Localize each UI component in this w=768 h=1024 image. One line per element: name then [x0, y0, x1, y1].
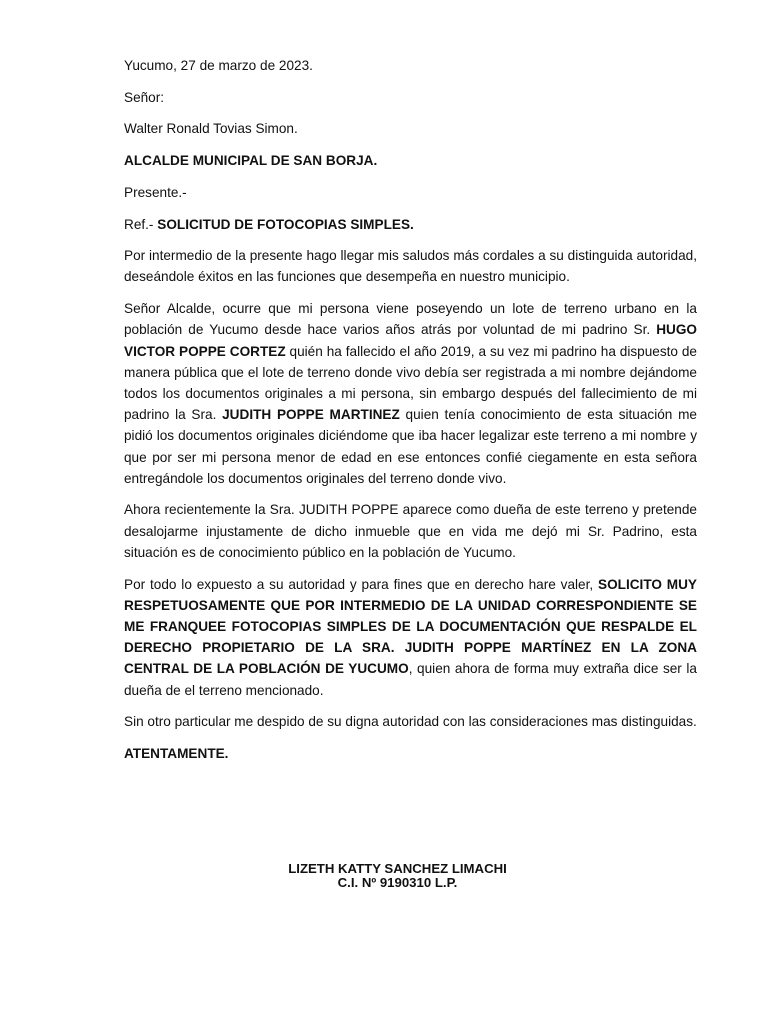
reference-subject: SOLICITUD DE FOTOCOPIAS SIMPLES. — [157, 216, 414, 232]
paragraph-request-text-2: , quien ahora de forma muy extraña dice ser la dueña de el terreno mencionado. — [124, 661, 697, 698]
signature-block — [124, 862, 697, 890]
signer-id: C.I. Nº 9190310 L.P. — [337, 875, 458, 890]
paragraph-situation: Ahora recientemente la Sra. JUDITH POPPE aparece como dueña de este terreno y pretende desalojarme injustamente de dicho inmueble que en vida me dejó mi Sr. Padrino, esta situación es de conocimiento público en la población de Yucumo. — [124, 502, 697, 560]
recipient-title: ALCALDE MUNICIPAL DE SAN BORJA. — [124, 153, 378, 169]
signer-name: LIZETH KATTY SANCHEZ LIMACHI — [288, 861, 507, 876]
godfather-name: HUGO VICTOR POPPE CORTEZ — [124, 322, 697, 359]
reference-label: Ref.- — [124, 216, 154, 232]
reference-line — [124, 214, 697, 235]
paragraph-background-text-2: quién ha fallecido el año 2019, a su vez mi padrino ha dispuesto de manera pública que el lote de terreno donde vivo debía ser registrada a mi nombre dejándome todos los documentos originales a mi persona, sin embargo después del fallecimiento de mi padrino la Sra. — [124, 343, 697, 423]
salutation: Señor: — [124, 89, 165, 105]
paragraph-greeting: Por intermedio de la presente hago llegar mis saludos más cordales a su distinguida autoridad, deseándole éxitos en las funciones que desempeña en nuestro municipio. — [124, 248, 697, 285]
paragraph-farewell: Sin otro particular me despido de su digna autoridad con las consideraciones mas distinguidas. — [124, 714, 697, 730]
letter-body — [124, 55, 697, 775]
recipient-name: Walter Ronald Tovias Simon. — [124, 121, 298, 137]
presente-line: Presente.- — [124, 184, 187, 200]
closing: ATENTAMENTE. — [124, 745, 229, 761]
paragraph-background-text-3: quien tenía conocimiento de esta situación me pidió los documentos originales diciéndome que iba hacer legalizar este terreno a mi nombre y que por ser mi persona menor de edad en ese entonces confié ciegamente en esta señora entregándole los documentos originales del terreno donde vivo. — [124, 407, 697, 486]
judith-name: JUDITH POPPE MARTINEZ — [222, 407, 400, 423]
paragraph-background-text-1: Señor Alcalde, ocurre que mi persona viene poseyendo un lote de terreno urbano en la población de Yucumo desde hace varios años atrás por voluntad de mi padrino Sr. — [124, 301, 697, 338]
paragraph-request — [124, 574, 697, 701]
request-statement: SOLICITO MUY RESPETUOSAMENTE QUE POR INTERMEDIO DE LA UNIDAD CORRESPONDIENTE SE ME FRANQUEE FOTOCOPIAS SIMPLES DE LA DOCUMENTACIÓN QUE RESPALDE EL DERECHO PROPIETARIO DE LA SRA. JUDITH POPPE MARTÍNEZ EN LA ZONA CENTRAL DE LA POBLACIÓN DE YUCUMO — [124, 576, 697, 677]
letter-date: Yucumo, 27 de marzo de 2023. — [124, 58, 313, 73]
paragraph-background — [124, 298, 697, 489]
paragraph-request-text-1: Por todo lo expuesto a su autoridad y para fines que en derecho hare valer, — [124, 576, 598, 592]
